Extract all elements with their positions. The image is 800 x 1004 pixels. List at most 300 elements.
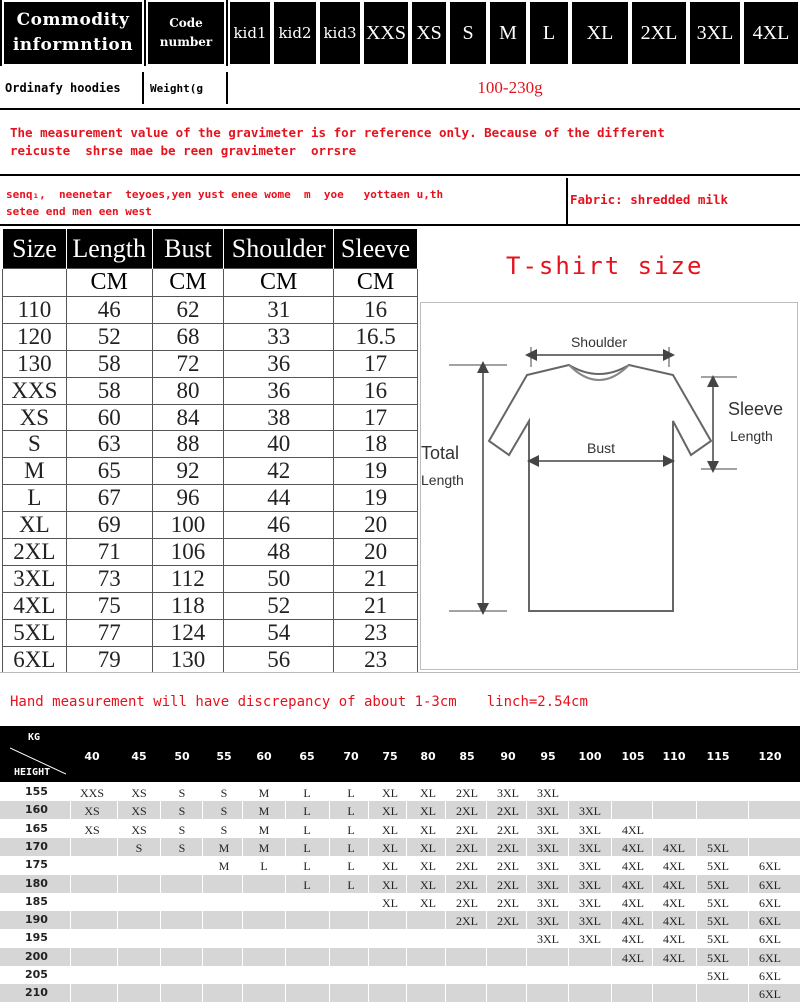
cell-separator bbox=[696, 911, 697, 929]
cell-separator bbox=[568, 820, 569, 838]
size-table-cell: 6XL bbox=[3, 646, 67, 673]
cell-separator bbox=[285, 948, 286, 966]
size-header-l: L bbox=[528, 0, 570, 66]
cell-separator bbox=[652, 820, 653, 838]
cell-separator bbox=[486, 801, 487, 819]
kg-column-header: 100 bbox=[578, 750, 602, 763]
size-table-cell: 19 bbox=[334, 458, 418, 485]
cell-separator bbox=[445, 801, 446, 819]
cell-separator bbox=[445, 875, 446, 893]
cell-separator bbox=[696, 966, 697, 984]
size-table-cell: 54 bbox=[224, 619, 334, 646]
size-table-cell: 2XL bbox=[3, 539, 67, 566]
size-table-cell: 100 bbox=[152, 512, 224, 539]
cell-separator bbox=[117, 838, 118, 856]
hand-measurement-note bbox=[0, 672, 800, 724]
weight-height-row bbox=[0, 948, 800, 966]
cell-separator bbox=[696, 948, 697, 966]
size-table-cell: XL bbox=[3, 512, 67, 539]
kg-column-header: 65 bbox=[299, 750, 315, 763]
recommended-size-cell: 4XL bbox=[622, 877, 644, 892]
cell-separator bbox=[486, 838, 487, 856]
cell-separator bbox=[160, 929, 161, 947]
cell-separator bbox=[202, 893, 203, 911]
total-sub-label: Length bbox=[421, 472, 464, 488]
cell-separator bbox=[242, 984, 243, 1002]
cell-separator bbox=[486, 911, 487, 929]
cell-separator bbox=[696, 801, 697, 819]
size-table-row bbox=[3, 565, 418, 592]
height-value: 210 bbox=[25, 986, 48, 1000]
recommended-size-cell: 3XL bbox=[579, 914, 601, 929]
size-table-cell: XS bbox=[3, 404, 67, 431]
cell-separator bbox=[70, 948, 71, 966]
cell-separator bbox=[406, 783, 407, 801]
size-table-row bbox=[3, 592, 418, 619]
cell-separator bbox=[526, 911, 527, 929]
cell-separator bbox=[368, 875, 369, 893]
cell-separator bbox=[202, 929, 203, 947]
cell-separator bbox=[242, 783, 243, 801]
recommended-size-cell: S bbox=[220, 804, 228, 819]
size-header-4xl: 4XL bbox=[742, 0, 800, 66]
cell-separator bbox=[652, 875, 653, 893]
garbled-note bbox=[2, 178, 568, 224]
cell-separator bbox=[526, 856, 527, 874]
recommended-size-cell: 2XL bbox=[497, 804, 519, 819]
cell-separator bbox=[70, 820, 71, 838]
recommended-size-cell: 2XL bbox=[456, 840, 478, 855]
size-table-row bbox=[3, 485, 418, 512]
cell-separator bbox=[748, 820, 749, 838]
cell-separator bbox=[202, 984, 203, 1002]
recommended-size-cell: XL bbox=[382, 786, 398, 800]
cell-separator bbox=[652, 783, 653, 801]
recommended-size-cell: 3XL bbox=[537, 914, 559, 929]
cell-separator bbox=[368, 948, 369, 966]
cell-separator bbox=[329, 856, 330, 874]
recommended-size-cell: L bbox=[347, 840, 355, 855]
bust-label: Bust bbox=[586, 440, 616, 456]
size-table-cell: 71 bbox=[66, 539, 152, 566]
cell-separator bbox=[526, 820, 527, 838]
cell-separator bbox=[611, 966, 612, 984]
cell-separator bbox=[70, 783, 71, 801]
cell-separator bbox=[696, 893, 697, 911]
cell-separator bbox=[242, 801, 243, 819]
recommended-size-cell: 3XL bbox=[537, 877, 559, 892]
cell-separator bbox=[568, 875, 569, 893]
size-table-cell: 48 bbox=[224, 539, 334, 566]
size-table-cell: 56 bbox=[224, 646, 334, 673]
size-table-row bbox=[3, 323, 418, 350]
cell-separator bbox=[568, 783, 569, 801]
recommended-size-cell: 4XL bbox=[622, 895, 644, 910]
size-table-cell: 52 bbox=[66, 323, 152, 350]
cell-separator bbox=[242, 893, 243, 911]
cell-separator bbox=[368, 966, 369, 984]
size-table-cell: 77 bbox=[66, 619, 152, 646]
recommended-size-cell: 3XL bbox=[579, 822, 601, 837]
kg-column-header: 90 bbox=[500, 750, 516, 763]
recommended-size-cell: 4XL bbox=[663, 914, 685, 929]
cell-separator bbox=[160, 948, 161, 966]
cell-separator bbox=[652, 948, 653, 966]
recommended-size-cell: 6XL bbox=[759, 932, 781, 947]
recommended-size-cell: 2XL bbox=[497, 822, 519, 837]
weight-label: Weight(g bbox=[146, 72, 228, 104]
cell-separator bbox=[445, 893, 446, 911]
cell-separator bbox=[70, 838, 71, 856]
cell-separator bbox=[445, 929, 446, 947]
cell-separator bbox=[368, 856, 369, 874]
recommended-size-cell: XL bbox=[420, 840, 436, 855]
cell-separator bbox=[368, 801, 369, 819]
size-table-row bbox=[3, 646, 418, 673]
tshirt-size-title: T-shirt size bbox=[506, 252, 704, 280]
cell-separator bbox=[285, 984, 286, 1002]
cell-separator bbox=[329, 893, 330, 911]
garbled-line2: setee end men een west bbox=[6, 205, 152, 218]
size-table-header-length: Length bbox=[66, 229, 152, 269]
size-table-cell: 20 bbox=[334, 512, 418, 539]
recommended-size-cell: S bbox=[178, 840, 186, 855]
cell-separator bbox=[611, 856, 612, 874]
size-table-cell: 62 bbox=[152, 297, 224, 324]
cell-separator bbox=[611, 875, 612, 893]
recommended-size-cell: M bbox=[218, 840, 230, 855]
cell-separator bbox=[70, 911, 71, 929]
recommended-size-cell: 5XL bbox=[707, 914, 729, 929]
commodity-info-header bbox=[2, 0, 144, 66]
size-table-cell: 42 bbox=[224, 458, 334, 485]
cell-separator bbox=[486, 893, 487, 911]
cell-separator bbox=[568, 893, 569, 911]
tshirt-diagram-svg bbox=[421, 303, 799, 671]
size-table-cell: S bbox=[3, 431, 67, 458]
size-table-cell: 118 bbox=[152, 592, 224, 619]
recommended-size-cell: 2XL bbox=[456, 822, 478, 837]
size-table-cell: 110 bbox=[3, 297, 67, 324]
recommended-size-cell: L bbox=[303, 859, 311, 874]
size-table-cell: 18 bbox=[334, 431, 418, 458]
kg-column-header: 105 bbox=[621, 750, 645, 763]
cell-separator bbox=[526, 966, 527, 984]
cell-separator bbox=[329, 929, 330, 947]
size-table-cell: 44 bbox=[224, 485, 334, 512]
notes-row bbox=[0, 178, 800, 226]
cell-separator bbox=[117, 820, 118, 838]
recommended-size-cell: 2XL bbox=[497, 914, 519, 929]
cell-separator bbox=[526, 948, 527, 966]
cell-separator bbox=[70, 856, 71, 874]
recommended-size-cell: 5XL bbox=[707, 932, 729, 947]
cell-separator bbox=[611, 783, 612, 801]
recommended-size-cell: 3XL bbox=[537, 804, 559, 819]
cell-separator bbox=[285, 966, 286, 984]
cell-separator bbox=[652, 801, 653, 819]
cell-separator bbox=[696, 929, 697, 947]
cell-separator bbox=[117, 948, 118, 966]
cell-separator bbox=[696, 820, 697, 838]
cell-separator bbox=[406, 875, 407, 893]
size-table-cell: 60 bbox=[66, 404, 152, 431]
cell-separator bbox=[696, 838, 697, 856]
kg-label: KG bbox=[28, 732, 41, 743]
cell-separator bbox=[202, 948, 203, 966]
code-line2: number bbox=[159, 35, 213, 49]
cell-separator bbox=[406, 984, 407, 1002]
cell-separator bbox=[486, 783, 487, 801]
recommended-size-cell: 6XL bbox=[759, 950, 781, 965]
size-table-unit: CM bbox=[334, 269, 418, 297]
cell-separator bbox=[242, 948, 243, 966]
cell-separator bbox=[445, 820, 446, 838]
cell-separator bbox=[526, 893, 527, 911]
recommended-size-cell: S bbox=[220, 822, 228, 837]
code-line1: Code bbox=[169, 16, 203, 30]
size-table-cell: 36 bbox=[224, 350, 334, 377]
kg-column-header: 120 bbox=[758, 750, 782, 763]
kg-column-header: 75 bbox=[382, 750, 398, 763]
size-table-unit: CM bbox=[66, 269, 152, 297]
size-table-cell: 67 bbox=[66, 485, 152, 512]
recommended-size-cell: XL bbox=[382, 804, 398, 819]
recommended-size-cell: 6XL bbox=[759, 987, 781, 1002]
recommended-size-cell: S bbox=[178, 786, 186, 800]
size-table-cell: 46 bbox=[66, 297, 152, 324]
cell-separator bbox=[486, 966, 487, 984]
cell-separator bbox=[285, 783, 286, 801]
size-header-kid2: kid2 bbox=[272, 0, 318, 66]
size-table-header-sleeve: Sleeve bbox=[334, 229, 418, 269]
recommended-size-cell: 4XL bbox=[622, 822, 644, 837]
cell-separator bbox=[486, 948, 487, 966]
cell-separator bbox=[611, 948, 612, 966]
cell-separator bbox=[117, 856, 118, 874]
tshirt-diagram bbox=[420, 302, 798, 670]
size-table-cell: 63 bbox=[66, 431, 152, 458]
recommended-size-cell: XS bbox=[84, 804, 100, 819]
cell-separator bbox=[242, 875, 243, 893]
cell-separator bbox=[611, 820, 612, 838]
size-table-row bbox=[3, 404, 418, 431]
size-table-cell: 88 bbox=[152, 431, 224, 458]
size-table-cell: 36 bbox=[224, 377, 334, 404]
recommended-size-cell: S bbox=[178, 822, 186, 837]
cell-separator bbox=[117, 929, 118, 947]
cell-separator bbox=[652, 929, 653, 947]
cell-separator bbox=[748, 893, 749, 911]
kg-column-header: 45 bbox=[131, 750, 147, 763]
cell-separator bbox=[329, 875, 330, 893]
size-table-row bbox=[3, 431, 418, 458]
header-strip bbox=[0, 0, 800, 66]
recommended-size-cell: 3XL bbox=[537, 859, 559, 874]
recommended-size-cell: S bbox=[135, 840, 143, 855]
recommended-size-cell: 4XL bbox=[622, 932, 644, 947]
weight-height-row bbox=[0, 838, 800, 856]
recommended-size-cell: 4XL bbox=[663, 895, 685, 910]
cell-separator bbox=[486, 929, 487, 947]
recommended-size-cell: 6XL bbox=[759, 969, 781, 983]
recommended-size-cell: XL bbox=[420, 895, 436, 910]
cell-separator bbox=[406, 929, 407, 947]
recommended-size-cell: L bbox=[303, 804, 311, 819]
recommended-size-cell: 6XL bbox=[759, 895, 781, 910]
cell-separator bbox=[117, 801, 118, 819]
cell-separator bbox=[160, 838, 161, 856]
recommended-size-cell: 3XL bbox=[537, 786, 559, 800]
size-table-row bbox=[3, 458, 418, 485]
size-table-cell: 50 bbox=[224, 565, 334, 592]
cell-separator bbox=[568, 948, 569, 966]
cell-separator bbox=[568, 929, 569, 947]
size-table-cell: 20 bbox=[334, 539, 418, 566]
cell-separator bbox=[242, 929, 243, 947]
size-table-unit bbox=[3, 269, 67, 297]
cell-separator bbox=[406, 893, 407, 911]
cell-separator bbox=[70, 929, 71, 947]
size-header-xxs: XXS bbox=[362, 0, 410, 66]
cell-separator bbox=[202, 966, 203, 984]
sleeve-label: Sleeve bbox=[728, 399, 784, 419]
recommended-size-cell: 5XL bbox=[707, 950, 729, 965]
cell-separator bbox=[611, 838, 612, 856]
cell-separator bbox=[652, 966, 653, 984]
recommended-size-cell: L bbox=[347, 859, 355, 874]
height-value: 155 bbox=[25, 785, 48, 798]
cell-separator bbox=[117, 893, 118, 911]
kg-column-header: 80 bbox=[420, 750, 436, 763]
height-label: HEIGHT bbox=[14, 767, 51, 778]
kg-column-header: 110 bbox=[662, 750, 686, 763]
recommended-size-cell: 2XL bbox=[497, 840, 519, 855]
height-value: 195 bbox=[25, 931, 48, 945]
cell-separator bbox=[329, 966, 330, 984]
inch-conversion: linch=2.54cm bbox=[486, 694, 588, 710]
size-header-kid3: kid3 bbox=[318, 0, 362, 66]
recommended-size-cell: M bbox=[258, 804, 270, 819]
size-header-2xl: 2XL bbox=[630, 0, 688, 66]
kg-column-header: 115 bbox=[706, 750, 730, 763]
size-table-cell: 120 bbox=[3, 323, 67, 350]
cell-separator bbox=[748, 948, 749, 966]
cell-separator bbox=[70, 984, 71, 1002]
recommended-size-cell: 2XL bbox=[497, 895, 519, 910]
recommended-size-cell: L bbox=[303, 877, 311, 892]
recommended-size-cell: XL bbox=[420, 859, 436, 874]
height-value: 180 bbox=[25, 876, 48, 890]
recommended-size-cell: L bbox=[347, 877, 355, 892]
cell-separator bbox=[406, 838, 407, 856]
recommended-size-cell: 3XL bbox=[579, 840, 601, 855]
cell-separator bbox=[70, 801, 71, 819]
recommended-size-cell: XS bbox=[131, 822, 147, 837]
size-table-cell: L bbox=[3, 485, 67, 512]
size-table-cell: 23 bbox=[334, 646, 418, 673]
cell-separator bbox=[652, 856, 653, 874]
cell-separator bbox=[285, 929, 286, 947]
size-table-cell: 68 bbox=[152, 323, 224, 350]
recommended-size-cell: L bbox=[303, 822, 311, 837]
kg-column-header: 60 bbox=[256, 750, 272, 763]
size-table-cell: 75 bbox=[66, 592, 152, 619]
recommended-size-cell: 4XL bbox=[663, 840, 685, 855]
cell-separator bbox=[368, 929, 369, 947]
recommended-size-cell: L bbox=[347, 804, 355, 819]
recommended-size-cell: 3XL bbox=[579, 859, 601, 874]
cell-separator bbox=[160, 911, 161, 929]
recommended-size-cell: L bbox=[260, 859, 268, 874]
size-table-cell: 130 bbox=[152, 646, 224, 673]
recommended-size-cell: M bbox=[218, 859, 230, 874]
cell-separator bbox=[445, 838, 446, 856]
size-table-cell: 52 bbox=[224, 592, 334, 619]
cell-separator bbox=[611, 801, 612, 819]
cell-separator bbox=[160, 801, 161, 819]
commodity-line1: Commodity bbox=[16, 10, 130, 30]
cell-separator bbox=[160, 893, 161, 911]
size-table-cell: 112 bbox=[152, 565, 224, 592]
cell-separator bbox=[160, 966, 161, 984]
cell-separator bbox=[285, 893, 286, 911]
size-table-unit: CM bbox=[224, 269, 334, 297]
cell-separator bbox=[70, 966, 71, 984]
cell-separator bbox=[242, 911, 243, 929]
cell-separator bbox=[445, 984, 446, 1002]
cell-separator bbox=[406, 948, 407, 966]
recommended-size-cell: 4XL bbox=[622, 840, 644, 855]
cell-separator bbox=[70, 893, 71, 911]
recommended-size-cell: 2XL bbox=[456, 877, 478, 892]
cell-separator bbox=[242, 966, 243, 984]
sleeve-sub-label: Length bbox=[730, 428, 773, 444]
cell-separator bbox=[329, 820, 330, 838]
cell-separator bbox=[696, 875, 697, 893]
cell-separator bbox=[611, 893, 612, 911]
recommended-size-cell: 4XL bbox=[622, 950, 644, 965]
weight-height-header bbox=[0, 726, 800, 782]
cell-separator bbox=[486, 856, 487, 874]
cell-separator bbox=[329, 783, 330, 801]
size-table-cell: 80 bbox=[152, 377, 224, 404]
weight-height-row bbox=[0, 801, 800, 819]
cell-separator bbox=[329, 948, 330, 966]
size-table-row bbox=[3, 350, 418, 377]
hand-text: Hand measurement will have discrepancy of about 1-3cm bbox=[10, 694, 457, 710]
recommended-size-cell: XS bbox=[131, 804, 147, 819]
cell-separator bbox=[748, 966, 749, 984]
cell-separator bbox=[526, 801, 527, 819]
recommended-size-cell: 3XL bbox=[537, 932, 559, 947]
size-header-kid1: kid1 bbox=[228, 0, 272, 66]
cell-separator bbox=[160, 856, 161, 874]
recommended-size-cell: 5XL bbox=[707, 895, 729, 910]
size-table-cell: 69 bbox=[66, 512, 152, 539]
recommended-size-cell: L bbox=[303, 840, 311, 855]
size-table-cell: 92 bbox=[152, 458, 224, 485]
kg-column-header: 85 bbox=[459, 750, 475, 763]
cell-separator bbox=[748, 801, 749, 819]
recommended-size-cell: 2XL bbox=[456, 914, 478, 929]
cell-separator bbox=[329, 838, 330, 856]
recommended-size-cell: 3XL bbox=[537, 822, 559, 837]
cell-separator bbox=[748, 783, 749, 801]
recommended-size-cell: XL bbox=[382, 822, 398, 837]
recommended-size-cell: 3XL bbox=[537, 895, 559, 910]
height-value: 170 bbox=[25, 839, 48, 853]
